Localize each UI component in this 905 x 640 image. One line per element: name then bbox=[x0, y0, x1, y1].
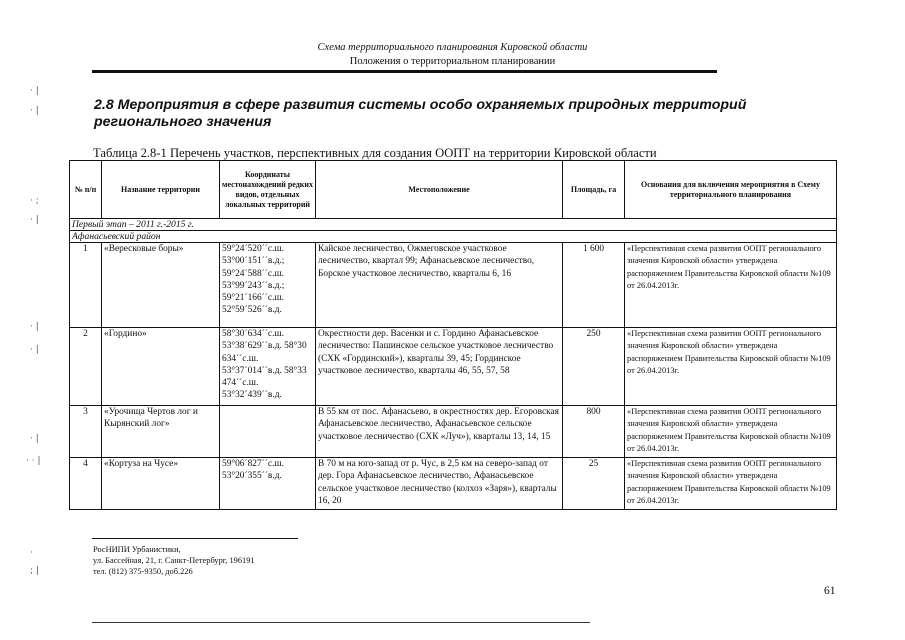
header-location: Местоположение bbox=[316, 161, 563, 219]
coord-line: 634´´с.ш. bbox=[222, 353, 259, 364]
row-num: 2 bbox=[70, 328, 102, 406]
coord-line: 474´´с.ш. bbox=[222, 378, 259, 389]
coord-line: 58°30´634´´с.ш. bbox=[222, 329, 284, 339]
protected-areas-table bbox=[69, 160, 837, 510]
header-basis: Основания для включения мероприятия в Схему территориального планирования bbox=[625, 161, 837, 219]
row-area: 250 bbox=[563, 328, 625, 406]
row-num: 1 bbox=[70, 243, 102, 328]
footer bbox=[93, 544, 255, 577]
header-coords: Координаты местонахождений редких видов, отдельных локальных территорий bbox=[220, 161, 316, 219]
coord-line: 59°06´827´´с.ш. bbox=[222, 459, 284, 469]
coord-line: 52°59´526´´в.д. bbox=[222, 305, 282, 316]
table-row bbox=[70, 243, 837, 328]
row-basis: «Перспективная схема развития ООПТ регионального значения Кировской области» утверждена распоряжением Правительства Кировской области №109 от 26.04.2013г. bbox=[625, 458, 837, 510]
margin-mark: · | bbox=[30, 106, 39, 116]
district-row bbox=[70, 231, 837, 243]
footer-address: ул. Бассейная, 21, г. Санкт-Петербург, 196191 bbox=[93, 556, 255, 565]
stage-label: Первый этап – 2011 г.-2015 г. bbox=[70, 219, 837, 231]
footer-org: РосНИПИ Урбанистики, bbox=[93, 545, 181, 554]
row-coords bbox=[220, 328, 316, 406]
row-num: 3 bbox=[70, 406, 102, 458]
row-area: 25 bbox=[563, 458, 625, 510]
coord-line: 53°38´629´´в.д. 58°30 bbox=[222, 341, 307, 352]
section-title: 2.8 Мероприятия в сфере развития системы особо охраняемых природных территорий регионального значения bbox=[94, 97, 747, 130]
margin-mark: · | bbox=[30, 345, 39, 355]
header-area: Площадь, га bbox=[563, 161, 625, 219]
row-name: «Кортуза на Чусе» bbox=[102, 458, 220, 510]
table-row bbox=[70, 328, 837, 406]
bottom-divider bbox=[92, 622, 590, 623]
row-num: 4 bbox=[70, 458, 102, 510]
table-caption: Таблица 2.8-1 Перечень участков, перспективных для создания ООПТ на территории Кировской области bbox=[93, 146, 657, 160]
coord-line: 53°37´014´´в.д. 58°33 bbox=[222, 365, 307, 376]
row-name: «Гордино» bbox=[102, 328, 220, 406]
table-row bbox=[70, 458, 837, 510]
coord-line: 53°00´151´´в.д.; bbox=[222, 256, 285, 267]
row-area: 800 bbox=[563, 406, 625, 458]
coord-line: 59°21´166´´с.ш. bbox=[222, 293, 284, 304]
margin-mark: · ; bbox=[30, 196, 39, 206]
row-name: «Вересковые боры» bbox=[102, 243, 220, 328]
margin-mark: · bbox=[30, 548, 33, 558]
row-location: Кайское лесничество, Ожмеговское участковое лесничество, квартал 99; Афанасьевское лесничество, Борское участковое лесничество, кварталы 6, 16 bbox=[316, 243, 563, 328]
row-basis: «Перспективная схема развития ООПТ регионального значения Кировской области» утверждена распоряжением Правительства Кировской области №109 от 26.04.2013г. bbox=[625, 328, 837, 406]
coord-line: 53°20´355´´в.д. bbox=[222, 471, 282, 482]
header-document-title: Схема территориального планирования Кировской области bbox=[317, 42, 588, 53]
stage-row bbox=[70, 219, 837, 231]
table-row bbox=[70, 406, 837, 458]
margin-mark: · | bbox=[30, 86, 39, 96]
row-location: В 55 км от пос. Афанасьево, в окрестностях дер. Егоровская Афанасьевское лесничество, Афанасьевское сельское участковое лесничество (СХК «Луч»), кварталы 13, 14, 15 bbox=[316, 406, 563, 458]
margin-mark: · · | bbox=[26, 456, 41, 466]
row-location: В 70 м на юго-запад от р. Чус, в 2,5 км на северо-запад от дер. Гора Афанасьевское лесничество, Афанасьевское сельское участковое лесничество (колхоз «Заря»), кварталы 16, 20 bbox=[316, 458, 563, 510]
coord-line: 53°32´439´´в.д. bbox=[222, 390, 282, 401]
row-basis: «Перспективная схема развития ООПТ регионального значения Кировской области» утверждена распоряжением Правительства Кировской области №109 от 26.04.2013г. bbox=[625, 406, 837, 458]
row-location: Окрестности дер. Васенки и с. Гордино Афанасьевское лесничество: Пашинское сельское участковое лесничество (СХК «Гординский»), кварталы 39, 45; Гординское участковое лесничество, кварталы 46, 55, 57, 58 bbox=[316, 328, 563, 406]
margin-mark: · | bbox=[30, 434, 39, 444]
coord-line: 59°24´588´´с.ш. bbox=[222, 268, 284, 279]
header-section-name: Положения о территориальном планировании bbox=[349, 56, 556, 67]
margin-mark: ; | bbox=[30, 566, 39, 576]
row-name: «Урочища Чертов лог и Кырянский лог» bbox=[102, 406, 220, 458]
district-label: Афанасьевский район bbox=[70, 231, 837, 243]
header-name: Название территории bbox=[102, 161, 220, 219]
margin-mark: · | bbox=[30, 215, 39, 225]
row-basis: «Перспективная схема развития ООПТ регионального значения Кировской области» утверждена распоряжением Правительства Кировской области №109 от 26.04.2013г. bbox=[625, 243, 837, 328]
coord-line: 59°24´520´´с.ш. bbox=[222, 244, 284, 254]
footer-phone: тел. (812) 375-9350, доб.226 bbox=[93, 567, 193, 576]
margin-mark: · | bbox=[30, 322, 39, 332]
row-area: 1 600 bbox=[563, 243, 625, 328]
footer-divider bbox=[92, 538, 298, 539]
row-coords bbox=[220, 243, 316, 328]
header-num: № п/п bbox=[70, 161, 102, 219]
table-header-row bbox=[70, 161, 837, 219]
row-coords bbox=[220, 458, 316, 510]
header-divider bbox=[92, 70, 717, 73]
page-number: 61 bbox=[824, 585, 836, 597]
row-coords bbox=[220, 406, 316, 458]
coord-line: 53°99´243´´в.д.; bbox=[222, 280, 285, 291]
